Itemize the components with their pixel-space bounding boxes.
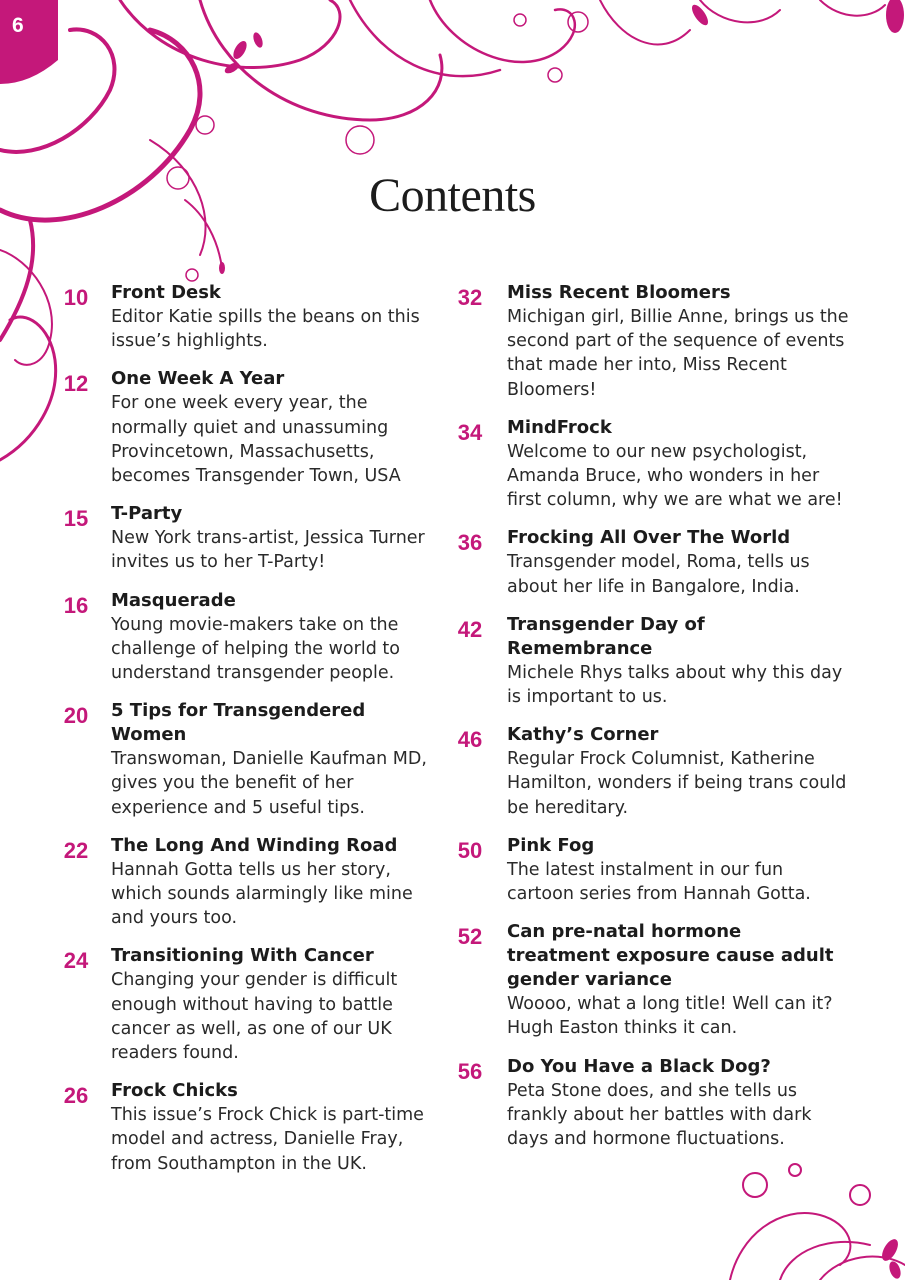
contents-entry[interactable]	[450, 1055, 850, 1152]
page-title: Contents	[369, 169, 536, 222]
entry-page-number: 50	[457, 837, 483, 863]
entry-title: One Week A Year	[111, 368, 285, 390]
contents-entry[interactable]	[54, 589, 434, 686]
entry-description: Transwoman, Danielle Kaufman MD, gives you the benefit of her experience and 5 useful tips.	[111, 749, 427, 818]
entry-page-number: 26	[63, 1083, 89, 1109]
entry-title: Transitioning With Cancer	[111, 945, 374, 967]
contents-entry[interactable]	[450, 920, 850, 1040]
entry-page-number: 12	[63, 371, 89, 397]
entry-page-number: 32	[457, 285, 483, 310]
contents-entry[interactable]	[54, 502, 434, 574]
entry-title: Frock Chicks	[111, 1080, 238, 1102]
entry-title: Can pre-natal hormone treatment exposure cause adult gender variance	[507, 921, 834, 991]
contents-right-column	[450, 281, 850, 1165]
entry-description: This issue’s Frock Chick is part-time model and actress, Danielle Fray, from Southampton in the UK.	[111, 1105, 424, 1174]
entry-title: Frocking All Over The World	[507, 527, 791, 549]
entry-page-number: 24	[63, 948, 89, 974]
entry-title: Do You Have a Black Dog?	[507, 1055, 771, 1077]
entry-title: The Long And Winding Road	[111, 834, 398, 856]
contents-entry[interactable]	[54, 1079, 434, 1176]
entry-description: The latest instalment in our fun cartoon series from Hannah Gotta.	[507, 859, 811, 905]
contents-left-column	[54, 281, 434, 1190]
entry-title: T-Party	[111, 503, 183, 525]
entry-page-number: 15	[63, 506, 89, 532]
swirl-decoration-bottom	[720, 1155, 905, 1280]
entry-title: MindFrock	[507, 416, 612, 438]
entry-page-number: 42	[457, 616, 483, 642]
contents-entry[interactable]	[450, 416, 850, 513]
entry-title: Masquerade	[111, 589, 236, 611]
entry-description: Welcome to our new psychologist, Amanda Bruce, who wonders in her first column, why we are what we are!	[507, 441, 843, 511]
entry-page-number: 34	[457, 419, 483, 445]
contents-entry[interactable]	[54, 834, 434, 931]
entry-description: For one week every year, the normally quiet and unassuming Provincetown, Massachusetts, becomes Transgender Town, USA	[111, 393, 401, 487]
contents-entry[interactable]	[450, 723, 850, 820]
contents-entry[interactable]	[54, 699, 434, 820]
entry-page-number: 16	[63, 592, 89, 618]
contents-entry[interactable]	[450, 281, 850, 402]
entry-page-number: 20	[63, 703, 89, 729]
contents-entry[interactable]	[450, 834, 850, 906]
contents-entry[interactable]	[450, 613, 850, 709]
entry-description: Transgender model, Roma, tells us about her life in Bangalore, India.	[507, 552, 810, 597]
entry-page-number: 10	[63, 285, 89, 310]
contents-entry[interactable]	[450, 526, 850, 598]
entry-page-number: 22	[63, 837, 89, 863]
entry-description: Editor Katie spills the beans on this issue’s highlights.	[111, 307, 420, 352]
entry-description: Regular Frock Columnist, Katherine Hamilton, wonders if being trans could be hereditary.	[507, 749, 847, 818]
entry-description: New York trans-artist, Jessica Turner invites us to her T-Party!	[111, 528, 425, 573]
entry-description: Woooo, what a long title! Well can it? Hugh Easton thinks it can.	[507, 994, 833, 1039]
entry-page-number: 56	[457, 1058, 483, 1084]
entry-page-number: 52	[457, 924, 483, 950]
page-number: 6	[12, 14, 24, 37]
entry-page-number: 46	[457, 727, 483, 753]
entry-title: Miss Recent Bloomers	[507, 282, 731, 303]
entry-description: Young movie-makers take on the challenge of helping the world to understand transgender people.	[111, 614, 400, 684]
entry-title: Kathy’s Corner	[507, 724, 659, 746]
contents-entry[interactable]	[54, 281, 434, 353]
entry-title: Pink Fog	[507, 834, 595, 856]
entry-title: Front Desk	[111, 282, 221, 303]
entry-description: Peta Stone does, and she tells us frankly about her battles with dark days and hormone fluctuations.	[507, 1080, 812, 1150]
contents-entry[interactable]	[54, 367, 434, 488]
entry-description: Hannah Gotta tells us her story, which sounds alarmingly like mine and yours too.	[111, 859, 413, 929]
entry-description: Michele Rhys talks about why this day is important to us.	[507, 662, 843, 708]
entry-title: 5 Tips for Transgendered Women	[111, 700, 366, 746]
entry-description: Michigan girl, Billie Anne, brings us the second part of the sequence of events that made her into, Miss Recent Bloomers!	[507, 307, 849, 400]
entry-title: Transgender Day of Remembrance	[507, 613, 705, 659]
entry-page-number: 36	[457, 530, 483, 556]
contents-entry[interactable]	[54, 944, 434, 1065]
entry-description: Changing your gender is difficult enough without having to battle cancer as well, as one of our UK readers found.	[111, 970, 398, 1064]
